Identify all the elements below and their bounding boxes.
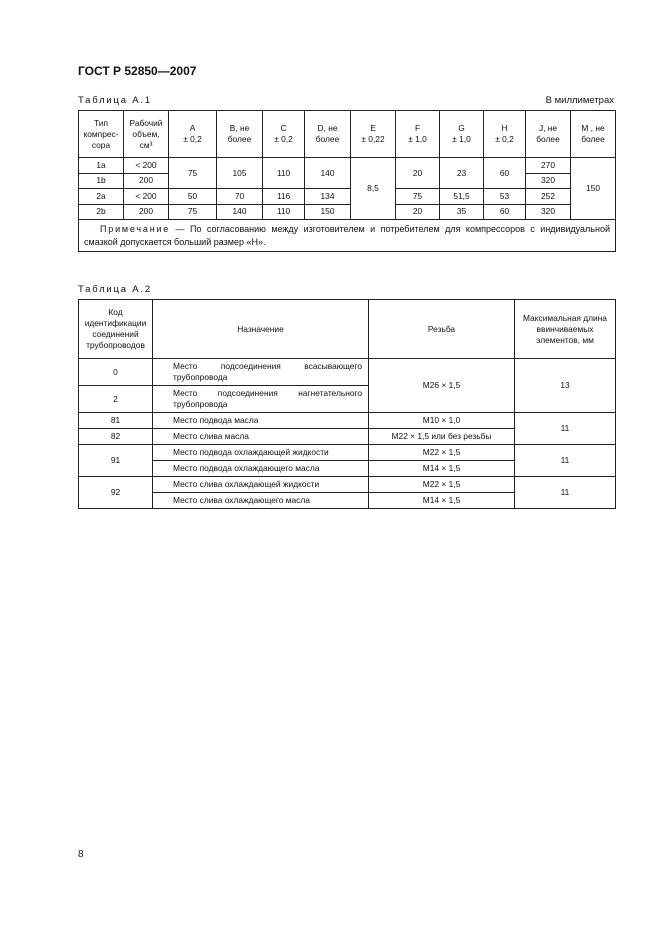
cell-volume: < 200 bbox=[124, 189, 169, 205]
cell-m: 150 bbox=[571, 158, 616, 220]
cell-f: 20 bbox=[396, 158, 440, 189]
header-a: А ± 0,2 bbox=[169, 111, 217, 158]
cell-max-length: 11 bbox=[515, 445, 616, 477]
cell-purpose: Место подсоединения всасывающего трубопровода bbox=[153, 359, 369, 386]
cell-j: 320 bbox=[526, 173, 571, 189]
cell-type: 1a bbox=[79, 158, 124, 174]
dimensions-table bbox=[78, 110, 616, 252]
cell-e: 8,5 bbox=[351, 158, 396, 220]
header-code: Код идентификации соединений трубопроводов bbox=[79, 300, 153, 359]
cell-code: 92 bbox=[79, 477, 153, 509]
cell-a: 75 bbox=[169, 158, 217, 189]
cell-volume: 200 bbox=[124, 173, 169, 189]
table1-caption: Таблица А.1 bbox=[78, 95, 152, 106]
cell-j: 252 bbox=[526, 189, 571, 205]
cell-a: 75 bbox=[169, 204, 217, 220]
table-row bbox=[79, 445, 616, 461]
cell-c: 110 bbox=[263, 158, 305, 189]
cell-f: 75 bbox=[396, 189, 440, 205]
cell-thread: М22 × 1,5 или без резьбы bbox=[369, 429, 515, 445]
cell-code: 91 bbox=[79, 445, 153, 477]
cell-thread: М14 × 1,5 bbox=[369, 461, 515, 477]
table-header-row bbox=[79, 300, 616, 359]
cell-b: 70 bbox=[217, 189, 263, 205]
cell-j: 320 bbox=[526, 204, 571, 220]
cell-h: 60 bbox=[484, 204, 526, 220]
document-title: ГОСТ Р 52850—2007 bbox=[78, 64, 197, 78]
table-row bbox=[79, 189, 616, 205]
table-row bbox=[79, 158, 616, 174]
header-h: H ± 0,2 bbox=[484, 111, 526, 158]
header-volume: Рабочий объем, см³ bbox=[124, 111, 169, 158]
cell-c: 116 bbox=[263, 189, 305, 205]
cell-type: 2a bbox=[79, 189, 124, 205]
cell-purpose: Место подвода охлаждающего масла bbox=[153, 461, 369, 477]
cell-max-length: 13 bbox=[515, 359, 616, 413]
cell-b: 140 bbox=[217, 204, 263, 220]
header-m: М , не более bbox=[571, 111, 616, 158]
header-b: В, не более bbox=[217, 111, 263, 158]
cell-g: 51,5 bbox=[440, 189, 484, 205]
cell-volume: 200 bbox=[124, 204, 169, 220]
header-f: F ± 1,0 bbox=[396, 111, 440, 158]
cell-thread: М14 × 1,5 bbox=[369, 493, 515, 509]
header-c: С ± 0,2 bbox=[263, 111, 305, 158]
header-d: D, не более bbox=[305, 111, 351, 158]
cell-f: 20 bbox=[396, 204, 440, 220]
cell-purpose: Место подсоединения нагнетательного трубопровода bbox=[153, 386, 369, 413]
table-row bbox=[79, 477, 616, 493]
table-row bbox=[79, 359, 616, 386]
cell-d: 140 bbox=[305, 158, 351, 189]
cell-j: 270 bbox=[526, 158, 571, 174]
table-header-row bbox=[79, 111, 616, 158]
cell-thread: М22 × 1,5 bbox=[369, 477, 515, 493]
cell-g: 35 bbox=[440, 204, 484, 220]
cell-thread: М22 × 1,5 bbox=[369, 445, 515, 461]
table2-caption: Таблица А.2 bbox=[78, 284, 152, 295]
table1-units: В миллиметрах bbox=[545, 95, 614, 106]
cell-max-length: 11 bbox=[515, 413, 616, 445]
cell-a: 50 bbox=[169, 189, 217, 205]
header-thread: Резьба bbox=[369, 300, 515, 359]
header-g: G ± 1,0 bbox=[440, 111, 484, 158]
header-max-length: Максимальная длина ввинчиваемых элементов, мм bbox=[515, 300, 616, 359]
cell-purpose: Место подвода охлаждающей жидкости bbox=[153, 445, 369, 461]
cell-code: 82 bbox=[79, 429, 153, 445]
cell-code: 0 bbox=[79, 359, 153, 386]
cell-code: 81 bbox=[79, 413, 153, 429]
cell-d: 150 bbox=[305, 204, 351, 220]
table-note-row bbox=[79, 220, 616, 252]
cell-thread: М26 × 1,5 bbox=[369, 359, 515, 413]
table-row bbox=[79, 413, 616, 429]
page-number: 8 bbox=[78, 849, 84, 860]
cell-purpose: Место подвода масла bbox=[153, 413, 369, 429]
cell-h: 60 bbox=[484, 158, 526, 189]
cell-purpose: Место слива масла bbox=[153, 429, 369, 445]
cell-g: 23 bbox=[440, 158, 484, 189]
connections-table bbox=[78, 299, 616, 509]
cell-b: 105 bbox=[217, 158, 263, 189]
header-type: Тип компрес- сора bbox=[79, 111, 124, 158]
cell-max-length: 11 bbox=[515, 477, 616, 509]
table-row bbox=[79, 204, 616, 220]
cell-h: 53 bbox=[484, 189, 526, 205]
cell-type: 1b bbox=[79, 173, 124, 189]
cell-purpose: Место слива охлаждающей жидкости bbox=[153, 477, 369, 493]
cell-d: 134 bbox=[305, 189, 351, 205]
cell-thread: М10 × 1,0 bbox=[369, 413, 515, 429]
cell-type: 2b bbox=[79, 204, 124, 220]
header-j: J, не более bbox=[526, 111, 571, 158]
table-note: Примечание — По согласованию между изготовителем и потребителем для компрессоров с индивидуальной смазкой допускается больший размер «Н». bbox=[79, 220, 616, 252]
header-purpose: Назначение bbox=[153, 300, 369, 359]
cell-volume: < 200 bbox=[124, 158, 169, 174]
header-e: E ± 0,22 bbox=[351, 111, 396, 158]
cell-c: 110 bbox=[263, 204, 305, 220]
cell-purpose: Место слива охлаждающего масла bbox=[153, 493, 369, 509]
cell-code: 2 bbox=[79, 386, 153, 413]
